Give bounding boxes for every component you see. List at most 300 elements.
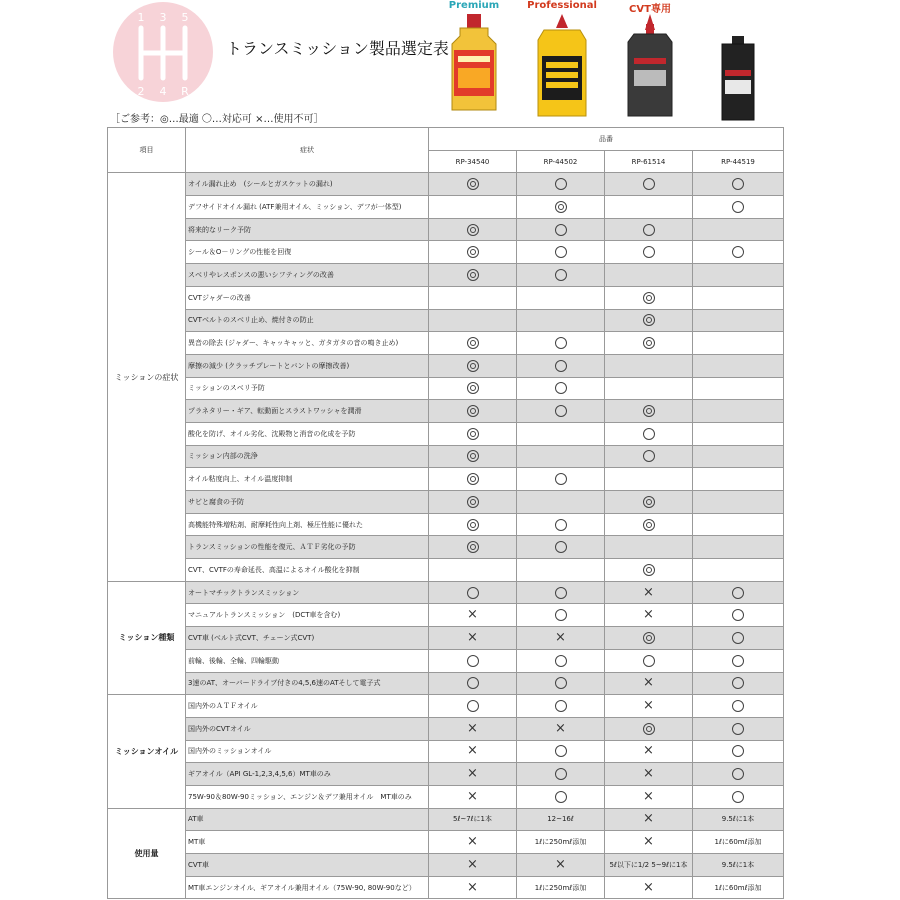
symptom-label: 国内外のＡＴＦオイル [186, 695, 429, 718]
rating-cell [605, 286, 693, 309]
rating-cell [605, 649, 693, 672]
rating-cell [605, 581, 693, 604]
rating-cell [693, 763, 784, 786]
rating-cell [693, 400, 784, 423]
best-icon [467, 428, 479, 440]
rating-cell [605, 468, 693, 491]
rating-cell [517, 649, 605, 672]
ok-icon [732, 587, 744, 599]
symptom-label: CVTジャダーの改善 [186, 286, 429, 309]
rating-cell [429, 581, 517, 604]
best-icon [467, 246, 479, 258]
table-row [108, 332, 784, 355]
rating-cell [693, 491, 784, 514]
best-icon [467, 382, 479, 394]
rating-cell [693, 445, 784, 468]
rating-cell [517, 785, 605, 808]
ok-icon [732, 632, 744, 644]
rating-cell [605, 808, 693, 831]
product-cvt [606, 0, 694, 126]
ok-icon [732, 178, 744, 190]
ok-icon [467, 677, 479, 689]
rating-cell [517, 763, 605, 786]
best-icon [467, 541, 479, 553]
rating-cell [429, 604, 517, 627]
rating-cell [429, 491, 517, 514]
bottle-icon [694, 0, 782, 126]
symptom-label: ミッション内部の洗浄 [186, 445, 429, 468]
table-row [108, 808, 784, 831]
product-label: CVT専用 [629, 4, 671, 15]
best-icon [555, 201, 567, 213]
not-usable-icon: × [643, 743, 654, 759]
symptom-label: 前輪、後輪、全輪、四輪駆動 [186, 649, 429, 672]
table-row [108, 627, 784, 650]
symptom-label: トランスミッションの性能を復元、ＡＴＦ劣化の予防 [186, 536, 429, 559]
table-row [108, 400, 784, 423]
product-selection-table [107, 127, 784, 899]
ok-icon [555, 405, 567, 417]
dosage-cell: 5ℓ以下に1/2 5~9ℓに1本 [605, 854, 693, 877]
ok-icon [732, 700, 744, 712]
table-row [108, 854, 784, 877]
rating-cell [517, 422, 605, 445]
rating-cell [517, 695, 605, 718]
rating-cell [693, 627, 784, 650]
rating-cell [693, 785, 784, 808]
not-usable-icon: × [467, 743, 478, 759]
not-usable-icon: × [555, 629, 566, 645]
symptom-label: オイル漏れ止め (シールとガスケットの漏れ) [186, 173, 429, 196]
rating-cell [693, 309, 784, 332]
symptom-label: デフサイドオイル漏れ (ATF兼用オイル、ミッション、デフが一体型) [186, 196, 429, 219]
rating-cell [517, 491, 605, 514]
symptom-label: オイル粘度向上、オイル温度抑制 [186, 468, 429, 491]
symptom-label: シール＆O－リングの性能を回復 [186, 241, 429, 264]
symptom-label: 摩擦の減少 (クラッチプレートとバントの摩擦改善) [186, 354, 429, 377]
rating-cell [517, 400, 605, 423]
symptom-label: MT車 [186, 831, 429, 854]
section-label: 使用量 [108, 808, 186, 899]
rating-cell [517, 218, 605, 241]
rating-cell [429, 695, 517, 718]
rating-cell [693, 717, 784, 740]
table-row [108, 445, 784, 468]
rating-cell [605, 445, 693, 468]
rating-cell [517, 241, 605, 264]
ok-icon [555, 382, 567, 394]
ok-icon [467, 587, 479, 599]
ok-icon [732, 791, 744, 803]
rating-cell [429, 740, 517, 763]
rating-cell [605, 695, 693, 718]
rating-cell [605, 559, 693, 582]
best-icon [467, 178, 479, 190]
best-icon [643, 292, 655, 304]
ok-icon [467, 700, 479, 712]
rating-cell [605, 491, 693, 514]
ok-icon [555, 700, 567, 712]
symptom-label: AT車 [186, 808, 429, 831]
rating-cell [693, 286, 784, 309]
table-row [108, 831, 784, 854]
rating-cell [693, 604, 784, 627]
rating-cell [605, 876, 693, 899]
rating-cell [429, 445, 517, 468]
ok-icon [643, 428, 655, 440]
gear-label: 3 [159, 11, 167, 24]
rating-cell [605, 173, 693, 196]
rating-cell [605, 513, 693, 536]
rating-cell [693, 264, 784, 287]
table-row [108, 218, 784, 241]
ok-icon [643, 224, 655, 236]
rating-cell [517, 286, 605, 309]
legend: ［ご参考：◎…最適 〇…対応可 ×…使用不可］ [110, 114, 324, 125]
dosage-cell: 1ℓに60mℓ添加 [693, 876, 784, 899]
symptom-label: 3速のAT、オーバードライブ付きの4,5,6速のATそして電子式 [186, 672, 429, 695]
rating-cell [693, 332, 784, 355]
ok-icon [732, 609, 744, 621]
ok-icon [643, 655, 655, 667]
best-icon [643, 314, 655, 326]
symptom-label: CVT車 [186, 854, 429, 877]
rating-cell [429, 309, 517, 332]
rating-cell [605, 241, 693, 264]
rating-cell [693, 581, 784, 604]
dosage-cell: 9.5ℓに1本 [693, 854, 784, 877]
symptom-label: CVT、CVTFの寿命延長、高温によるオイル酸化を抑制 [186, 559, 429, 582]
ok-icon [555, 269, 567, 281]
rating-cell [517, 332, 605, 355]
ok-icon [555, 745, 567, 757]
table-row [108, 491, 784, 514]
product-premium [430, 0, 518, 126]
rating-cell [693, 354, 784, 377]
rating-cell [517, 559, 605, 582]
table-row [108, 286, 784, 309]
rating-cell [605, 332, 693, 355]
ok-icon [555, 587, 567, 599]
rating-cell [517, 854, 605, 877]
not-usable-icon: × [643, 834, 654, 850]
rating-cell [429, 672, 517, 695]
page-title: トランスミッション製品選定表 [226, 39, 449, 58]
rating-cell [693, 672, 784, 695]
dosage-cell: 1ℓに250mℓ添加 [517, 876, 605, 899]
table-row [108, 763, 784, 786]
not-usable-icon: × [643, 811, 654, 827]
rating-cell [429, 196, 517, 219]
rating-cell [429, 241, 517, 264]
not-usable-icon: × [643, 584, 654, 600]
table-row [108, 785, 784, 808]
rating-cell [605, 740, 693, 763]
rating-cell [693, 695, 784, 718]
rating-cell [693, 377, 784, 400]
table-row [108, 604, 784, 627]
rating-cell [429, 717, 517, 740]
rating-cell [693, 173, 784, 196]
rating-cell [693, 740, 784, 763]
rating-cell [429, 876, 517, 899]
symptom-label: 国内外のCVTオイル [186, 717, 429, 740]
gear-label: 2 [137, 85, 145, 98]
dosage-cell: 1ℓに60mℓ添加 [693, 831, 784, 854]
ok-icon [555, 224, 567, 236]
header-col: RP-44519 [693, 150, 784, 173]
best-icon [467, 519, 479, 531]
ok-icon [643, 178, 655, 190]
rating-cell [429, 173, 517, 196]
table-row [108, 422, 784, 445]
dosage-cell: 5ℓ~7ℓに1本 [429, 808, 517, 831]
not-usable-icon: × [467, 834, 478, 850]
ok-icon [643, 450, 655, 462]
symptom-label: 高機能特殊増粘剤、耐摩耗性向上剤、極圧性能に優れた [186, 513, 429, 536]
table-row [108, 173, 784, 196]
ok-icon [555, 519, 567, 531]
ok-icon [467, 655, 479, 667]
rating-cell [517, 513, 605, 536]
rating-cell [429, 649, 517, 672]
best-icon [643, 564, 655, 576]
ok-icon [555, 360, 567, 372]
rating-cell [429, 536, 517, 559]
table-body [108, 173, 784, 899]
rating-cell [693, 422, 784, 445]
table-row [108, 581, 784, 604]
gear-label: 4 [159, 85, 167, 98]
rating-cell [429, 513, 517, 536]
product-44519 [694, 0, 782, 126]
rating-cell [605, 400, 693, 423]
ok-icon [732, 677, 744, 689]
symptom-label: スベリやレスポンスの悪いシフティングの改善 [186, 264, 429, 287]
rating-cell [693, 241, 784, 264]
rating-cell [693, 649, 784, 672]
header-col: RP-34540 [429, 150, 517, 173]
not-usable-icon: × [467, 607, 478, 623]
not-usable-icon: × [643, 766, 654, 782]
symptom-label: 国内外のミッションオイル [186, 740, 429, 763]
gear-label: 5 [181, 11, 189, 24]
not-usable-icon: × [467, 629, 478, 645]
rating-cell [429, 422, 517, 445]
best-icon [467, 496, 479, 508]
rating-cell [517, 581, 605, 604]
rating-cell [517, 264, 605, 287]
dosage-cell: 1ℓに250mℓ添加 [517, 831, 605, 854]
section-label: ミッション種類 [108, 581, 186, 694]
not-usable-icon: × [643, 879, 654, 895]
table-row [108, 241, 784, 264]
ok-icon [555, 473, 567, 485]
not-usable-icon: × [643, 607, 654, 623]
header-part-no: 品番 [429, 128, 784, 151]
ok-icon [555, 609, 567, 621]
ok-icon [555, 768, 567, 780]
header-col: RP-61514 [605, 150, 693, 173]
rating-cell [429, 400, 517, 423]
gear-label: R [181, 85, 189, 98]
rating-cell [517, 717, 605, 740]
symptom-label: サビと腐食の予防 [186, 491, 429, 514]
best-icon [643, 723, 655, 735]
table-row [108, 468, 784, 491]
dosage-cell: 9.5ℓに1本 [693, 808, 784, 831]
rating-cell [605, 627, 693, 650]
not-usable-icon: × [467, 879, 478, 895]
best-icon [643, 496, 655, 508]
rating-cell [517, 377, 605, 400]
symptom-label: 酸化を防げ、オイル劣化、沈殿物と消音の化成を予防 [186, 422, 429, 445]
best-icon [467, 450, 479, 462]
ok-icon [555, 246, 567, 258]
rating-cell [429, 286, 517, 309]
not-usable-icon: × [643, 698, 654, 714]
product-label: Professional [527, 0, 597, 11]
not-usable-icon: × [643, 675, 654, 691]
symptom-label: MT車エンジンオイル、ギアオイル兼用オイル（75W-90, 80W-90など） [186, 876, 429, 899]
rating-cell [517, 468, 605, 491]
ok-icon [555, 541, 567, 553]
best-icon [467, 224, 479, 236]
ok-icon [555, 791, 567, 803]
rating-cell [605, 354, 693, 377]
best-icon [643, 337, 655, 349]
rating-cell [605, 422, 693, 445]
rating-cell [605, 785, 693, 808]
rating-cell [429, 559, 517, 582]
rating-cell [605, 196, 693, 219]
rating-cell [605, 763, 693, 786]
ok-icon [732, 723, 744, 735]
ok-icon [643, 246, 655, 258]
rating-cell [429, 377, 517, 400]
bottle-icon [518, 0, 606, 126]
best-icon [467, 337, 479, 349]
not-usable-icon: × [467, 788, 478, 804]
table-row [108, 717, 784, 740]
rating-cell [429, 264, 517, 287]
rating-cell [429, 332, 517, 355]
rating-cell [693, 536, 784, 559]
ok-icon [732, 246, 744, 258]
product-professional [518, 0, 606, 126]
best-icon [643, 405, 655, 417]
symptom-label: CVTベルトのスベリ止め、焼付きの防止 [186, 309, 429, 332]
not-usable-icon: × [555, 856, 566, 872]
symptom-label: 75W-90＆80W-90ミッション、エンジン＆デフ兼用オイル MT車のみ [186, 785, 429, 808]
rating-cell [693, 218, 784, 241]
ok-icon [732, 655, 744, 667]
product-images [430, 0, 782, 126]
ok-icon [555, 337, 567, 349]
rating-cell [429, 785, 517, 808]
table-row [108, 377, 784, 400]
symptom-label: ミッションのスベリ予防 [186, 377, 429, 400]
ok-icon [732, 768, 744, 780]
not-usable-icon: × [467, 856, 478, 872]
rating-cell [517, 604, 605, 627]
gear-shift-logo [108, 0, 218, 105]
rating-cell [517, 627, 605, 650]
best-icon [467, 473, 479, 485]
ok-icon [732, 201, 744, 213]
best-icon [467, 269, 479, 281]
not-usable-icon: × [467, 720, 478, 736]
table-row [108, 695, 784, 718]
rating-cell [605, 218, 693, 241]
table-row [108, 672, 784, 695]
symptom-label: ギアオイル（API GL-1,2,3,4,5,6）MT車のみ [186, 763, 429, 786]
ok-icon [555, 178, 567, 190]
table-row [108, 513, 784, 536]
best-icon [467, 405, 479, 417]
dosage-cell: 12~16ℓ [517, 808, 605, 831]
table-row [108, 649, 784, 672]
table-row [108, 354, 784, 377]
best-icon [643, 519, 655, 531]
table-row [108, 264, 784, 287]
table-row [108, 196, 784, 219]
rating-cell [517, 445, 605, 468]
best-icon [643, 632, 655, 644]
ok-icon [732, 745, 744, 757]
ok-icon [555, 677, 567, 689]
table-row [108, 876, 784, 899]
rating-cell [517, 536, 605, 559]
rating-cell [429, 627, 517, 650]
not-usable-icon: × [467, 766, 478, 782]
rating-cell [605, 264, 693, 287]
table-row [108, 309, 784, 332]
symptom-label: プラネタリー・ギア、転動面とスラストワッシャを潤滑 [186, 400, 429, 423]
rating-cell [429, 218, 517, 241]
rating-cell [429, 763, 517, 786]
rating-cell [517, 196, 605, 219]
rating-cell [693, 468, 784, 491]
table-row [108, 740, 784, 763]
rating-cell [605, 309, 693, 332]
symptom-label: マニュアルトランスミッション (DCT車を含む) [186, 604, 429, 627]
rating-cell [517, 309, 605, 332]
rating-cell [429, 354, 517, 377]
symptom-label: 将来的なリーク予防 [186, 218, 429, 241]
rating-cell [605, 672, 693, 695]
bottle-icon [430, 0, 518, 126]
symptom-label: 異音の除去 (ジャダー、キャッキャッと、ガタガタの音の鳴き止め) [186, 332, 429, 355]
rating-cell [429, 854, 517, 877]
table-row [108, 536, 784, 559]
rating-cell [605, 536, 693, 559]
header-item: 項目 [108, 128, 186, 173]
not-usable-icon: × [555, 720, 566, 736]
rating-cell [429, 468, 517, 491]
header-symptom: 症状 [186, 128, 429, 173]
gear-label: 1 [137, 11, 145, 24]
rating-cell [693, 513, 784, 536]
rating-cell [693, 196, 784, 219]
section-label: ミッションオイル [108, 695, 186, 808]
rating-cell [517, 672, 605, 695]
rating-cell [517, 173, 605, 196]
rating-cell [429, 831, 517, 854]
rating-cell [605, 717, 693, 740]
rating-cell [693, 559, 784, 582]
product-label: Premium [448, 0, 500, 11]
